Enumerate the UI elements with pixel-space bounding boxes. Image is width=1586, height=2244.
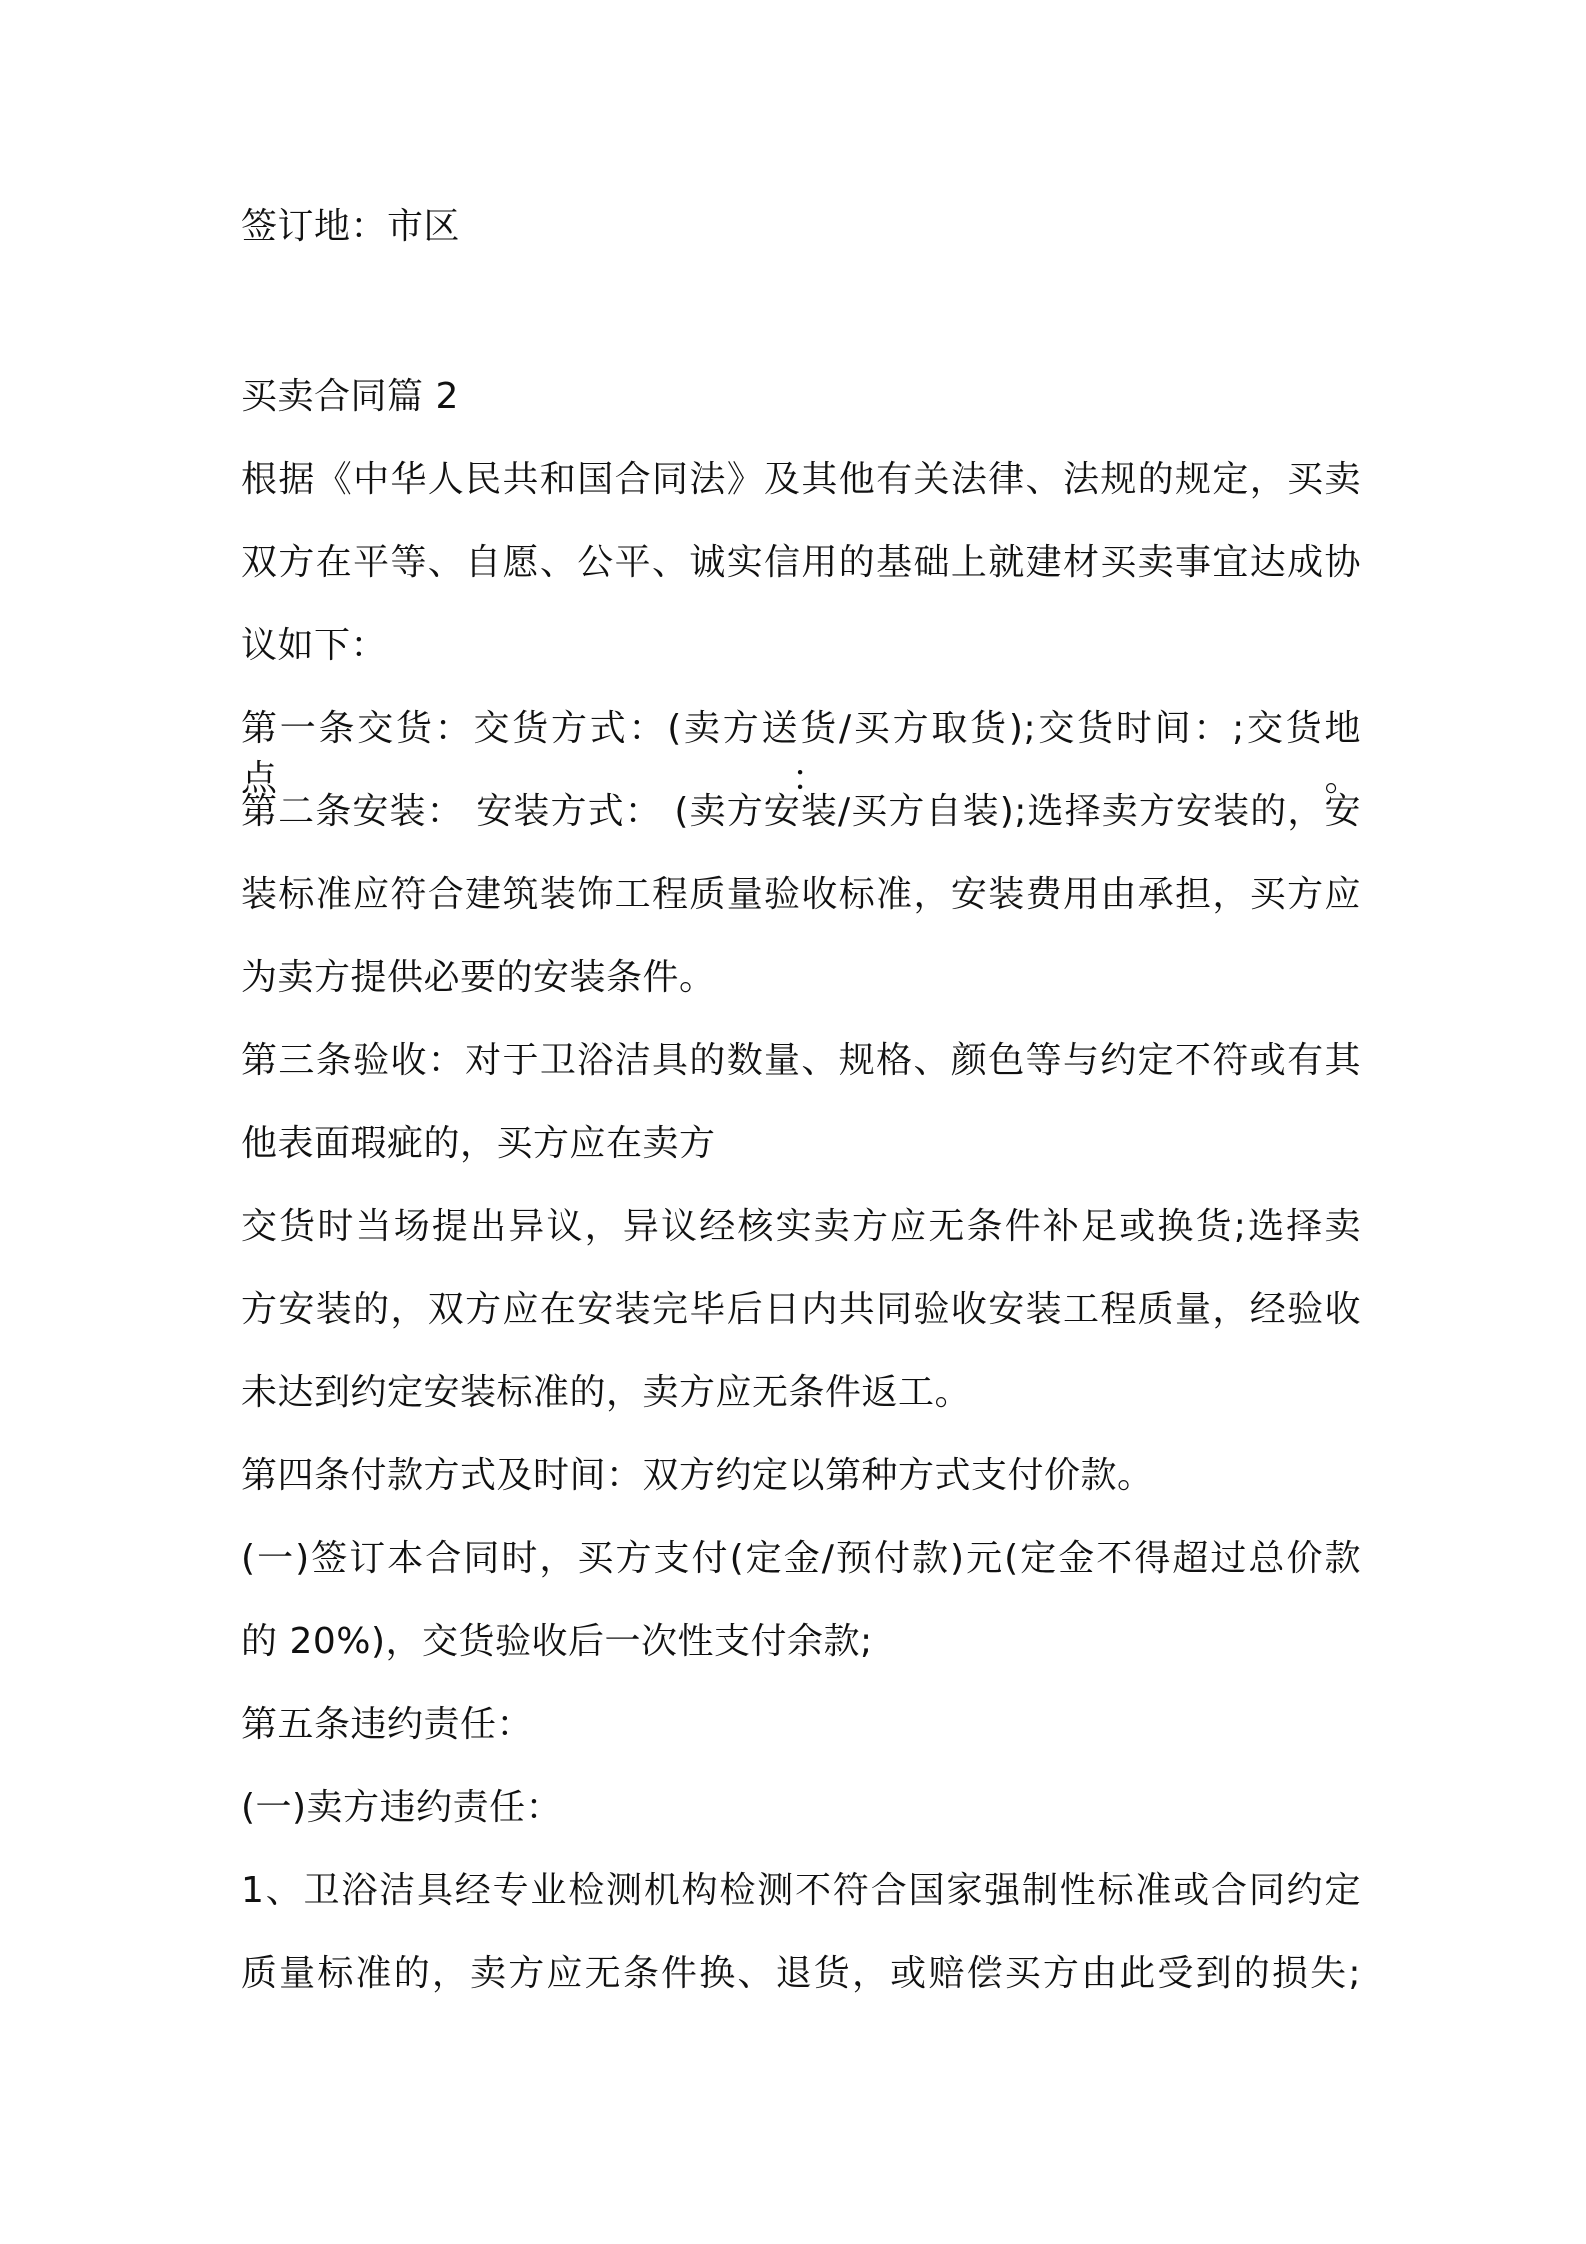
paragraph-line: 第一条交货：交货方式：(卖方送货/买方取货);交货时间：;交货地点：。 [241, 708, 1361, 799]
paragraph-line: 他表面瑕疵的，买方应在卖方 [241, 1123, 716, 1164]
paragraph-line: 第二条安装： 安装方式： (卖方安装/买方自装);选择卖方安装的，安 [241, 791, 1361, 832]
paragraph-line: 第三条验收：对于卫浴洁具的数量、规格、颜色等与约定不符或有其 [241, 1040, 1361, 1081]
paragraph-line: 1、卫浴洁具经专业检测机构检测不符合国家强制性标准或合同约定 [241, 1870, 1361, 1911]
paragraph-line: 的 20%)，交货验收后一次性支付余款; [241, 1621, 873, 1662]
paragraph-line: 未达到约定安装标准的，卖方应无条件返工。 [241, 1372, 972, 1413]
paragraph-line: (一)卖方违约责任： [241, 1787, 563, 1828]
paragraph-line: 双方在平等、自愿、公平、诚实信用的基础上就建材买卖事宜达成协 [241, 542, 1361, 583]
paragraph-line: (一)签订本合同时，买方支付(定金/预付款)元(定金不得超过总价款 [241, 1538, 1361, 1579]
paragraph-line: 装标准应符合建筑装饰工程质量验收标准，安装费用由承担，买方应 [241, 874, 1361, 915]
paragraph-line: 根据《中华人民共和国合同法》及其他有关法律、法规的规定，买卖 [241, 459, 1361, 500]
paragraph-line: 方安装的，双方应在安装完毕后日内共同验收安装工程质量，经验收 [241, 1289, 1361, 1330]
paragraph-line: 第五条违约责任： [241, 1704, 534, 1745]
paragraph-line: 为卖方提供必要的安装条件。 [241, 957, 716, 998]
paragraph-line: 议如下： [241, 625, 388, 666]
paragraph-line: 第四条付款方式及时间：双方约定以第种方式支付价款。 [241, 1455, 1154, 1496]
paragraph-line: 交货时当场提出异议，异议经核实卖方应无条件补足或换货;选择卖 [241, 1206, 1361, 1247]
paragraph-line: 质量标准的，卖方应无条件换、退货，或赔偿买方由此受到的损失; [241, 1953, 1361, 1994]
signing-place: 签订地：市区 [241, 206, 461, 247]
section-title: 买卖合同篇 2 [241, 376, 459, 417]
